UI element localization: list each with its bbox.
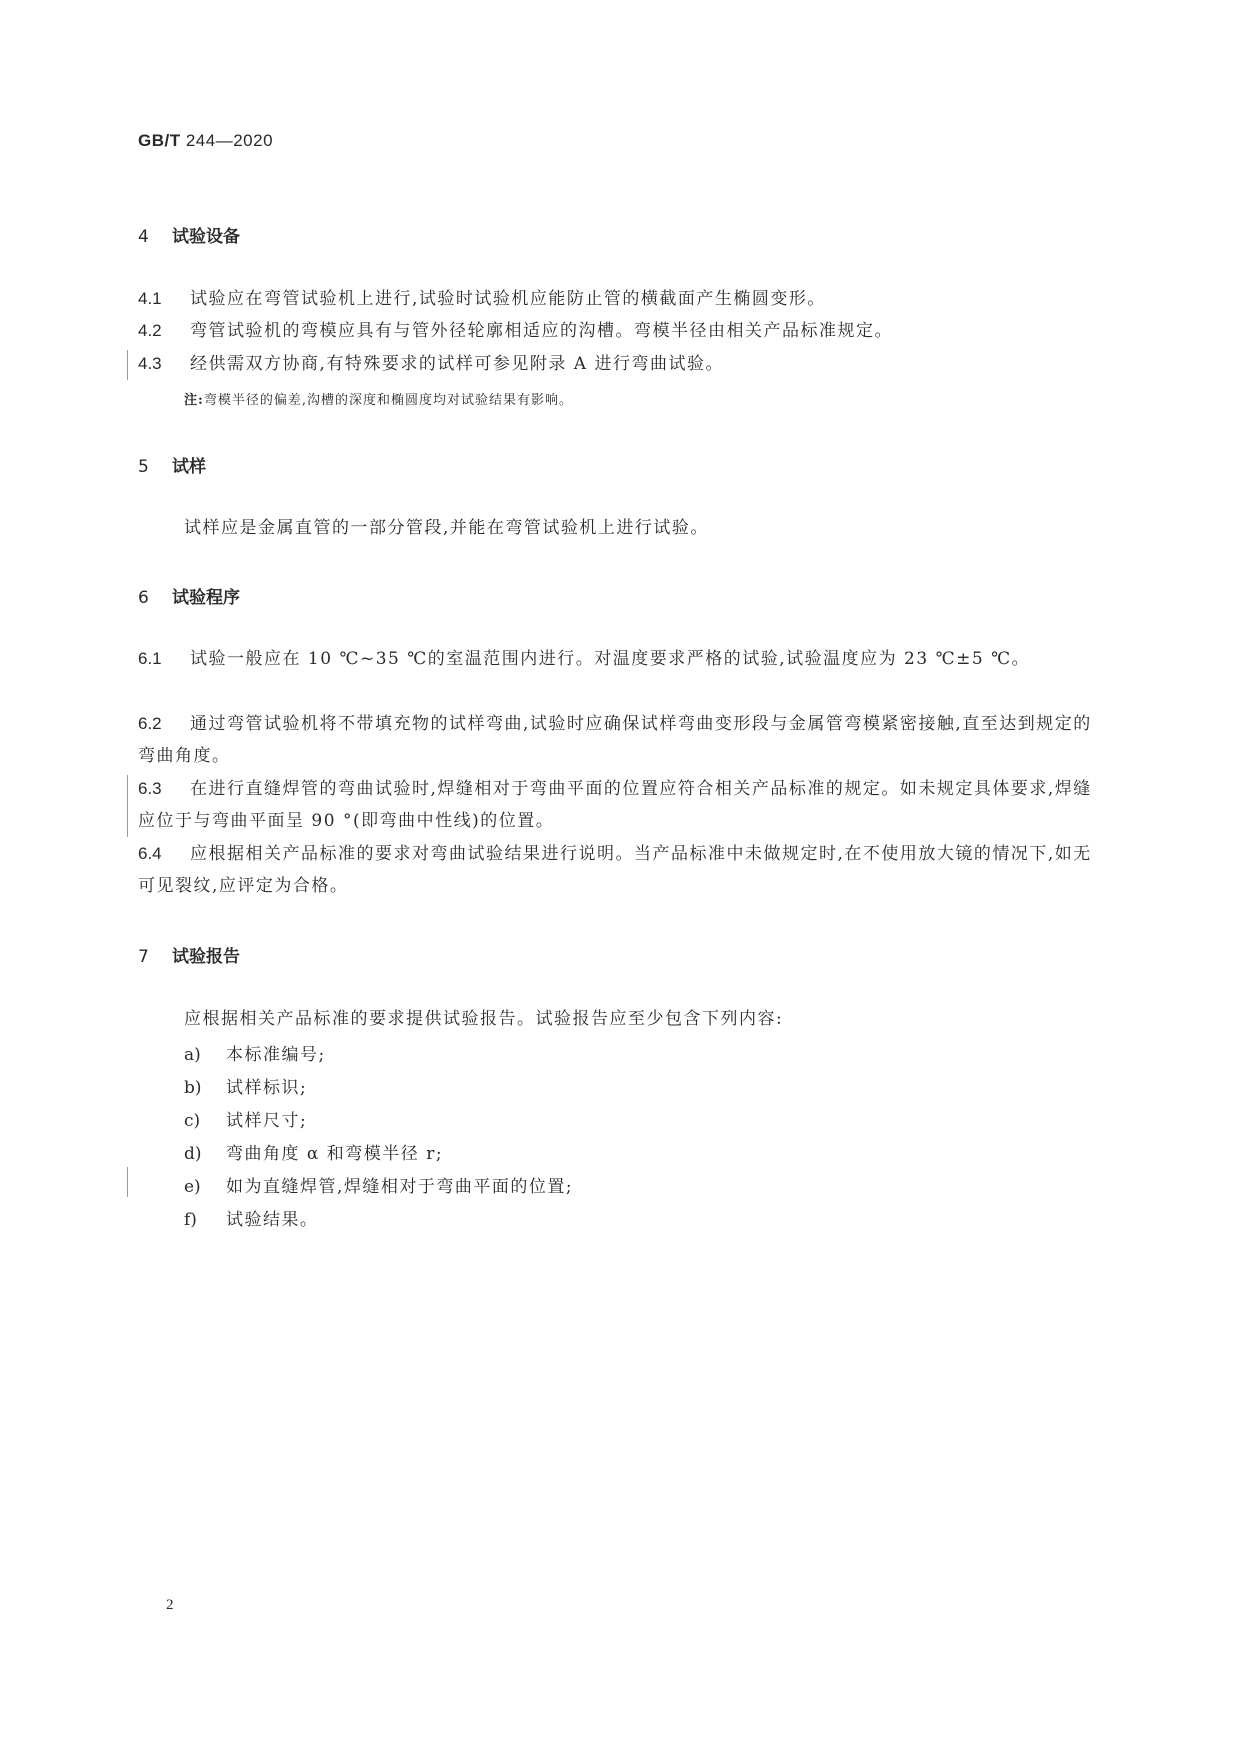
clause-text: 通过弯管试验机将不带填充物的试样弯曲,试验时应确保试样弯曲变形段与金属管弯模紧密接触,直至达到规定的弯曲角度。 — [138, 714, 1092, 766]
standard-code — [138, 131, 273, 151]
section-number: 6 — [138, 588, 149, 608]
section-title: 试验报告 — [172, 947, 240, 967]
section-number: 5 — [138, 457, 149, 477]
list-item-label: e) — [184, 1177, 201, 1197]
clause-4-2 — [138, 315, 1098, 347]
list-item-text: 如为直缝焊管,焊缝相对于弯曲平面的位置; — [226, 1177, 574, 1197]
section-6-heading — [138, 583, 240, 608]
clause-number: 4.3 — [138, 354, 162, 373]
clause-number: 6.2 — [138, 714, 162, 733]
list-item-label: a) — [184, 1045, 201, 1065]
clause-text: 弯管试验机的弯模应具有与管外径轮廓相适应的沟槽。弯模半径由相关产品标准规定。 — [190, 321, 893, 341]
list-item-text: 试样标识; — [226, 1078, 308, 1098]
list-item-label: c) — [184, 1111, 201, 1131]
clause-text: 在进行直缝焊管的弯曲试验时,焊缝相对于弯曲平面的位置应符合相关产品标准的规定。如未规定具体要求,焊缝应位于与弯曲平面呈 90 °(即弯曲中性线)的位置。 — [138, 779, 1092, 831]
list-item-text: 试样尺寸; — [226, 1111, 308, 1131]
clause-number: 4.1 — [138, 289, 162, 308]
paragraph-text: 应根据相关产品标准的要求提供试验报告。试验报告应至少包含下列内容: — [184, 1009, 784, 1029]
clause-text: 试验应在弯管试验机上进行,试验时试验机应能防止管的横截面产生椭圆变形。 — [190, 289, 826, 309]
note-text: 弯模半径的偏差,沟槽的深度和椭圆度均对试验结果有影响。 — [203, 393, 573, 408]
section-5-text — [184, 512, 1096, 544]
standard-prefix: GB/T — [138, 131, 181, 150]
clause-text: 经供需双方协商,有特殊要求的试样可参见附录 A 进行弯曲试验。 — [190, 354, 724, 374]
section-5-heading — [138, 452, 206, 477]
section-title: 试样 — [172, 457, 206, 477]
note-label: 注: — [184, 393, 204, 408]
note — [184, 389, 573, 408]
clause-number: 6.3 — [138, 779, 162, 798]
list-item-text: 本标准编号; — [226, 1045, 326, 1065]
clause-6-2 — [138, 708, 1098, 772]
standard-number: 244—2020 — [185, 131, 274, 150]
clause-number: 6.4 — [138, 844, 162, 863]
clause-4-3 — [138, 348, 1098, 380]
change-bar — [127, 350, 128, 380]
list-item-text: 试验结果。 — [226, 1210, 319, 1230]
section-4-heading — [138, 222, 240, 247]
clause-text: 应根据相关产品标准的要求对弯曲试验结果进行说明。当产品标准中未做规定时,在不使用放大镜的情况下,如无可见裂纹,应评定为合格。 — [138, 844, 1092, 896]
list-item-label: b) — [184, 1078, 202, 1098]
section-title: 试验设备 — [172, 227, 240, 247]
list-item — [184, 1139, 443, 1164]
section-title: 试验程序 — [172, 588, 240, 608]
section-7-heading — [138, 942, 240, 967]
change-bar — [127, 1167, 128, 1197]
clause-number: 4.2 — [138, 321, 162, 340]
list-item-label: f) — [184, 1210, 197, 1230]
section-7-intro — [184, 1003, 1096, 1035]
list-item — [184, 1106, 307, 1131]
section-number: 7 — [138, 947, 149, 967]
page-number: 2 — [166, 1597, 174, 1613]
list-item-label: d) — [184, 1144, 202, 1164]
clause-6-1 — [138, 643, 1098, 675]
clause-number: 6.1 — [138, 649, 162, 668]
list-item — [184, 1172, 573, 1197]
list-item-text: 弯曲角度 α 和弯模半径 r; — [226, 1144, 444, 1164]
clause-text: 试验一般应在 10 ℃~35 ℃的室温范围内进行。对温度要求严格的试验,试验温度应为 23 ℃±5 ℃。 — [190, 649, 1031, 669]
paragraph-text: 试样应是金属直管的一部分管段,并能在弯管试验机上进行试验。 — [184, 518, 709, 538]
list-item — [184, 1040, 326, 1065]
list-item — [184, 1205, 319, 1230]
change-bar — [127, 775, 128, 837]
list-item — [184, 1073, 307, 1098]
section-number: 4 — [138, 227, 149, 247]
clause-6-4 — [138, 838, 1098, 902]
clause-4-1 — [138, 283, 1098, 315]
clause-6-3 — [138, 773, 1098, 837]
